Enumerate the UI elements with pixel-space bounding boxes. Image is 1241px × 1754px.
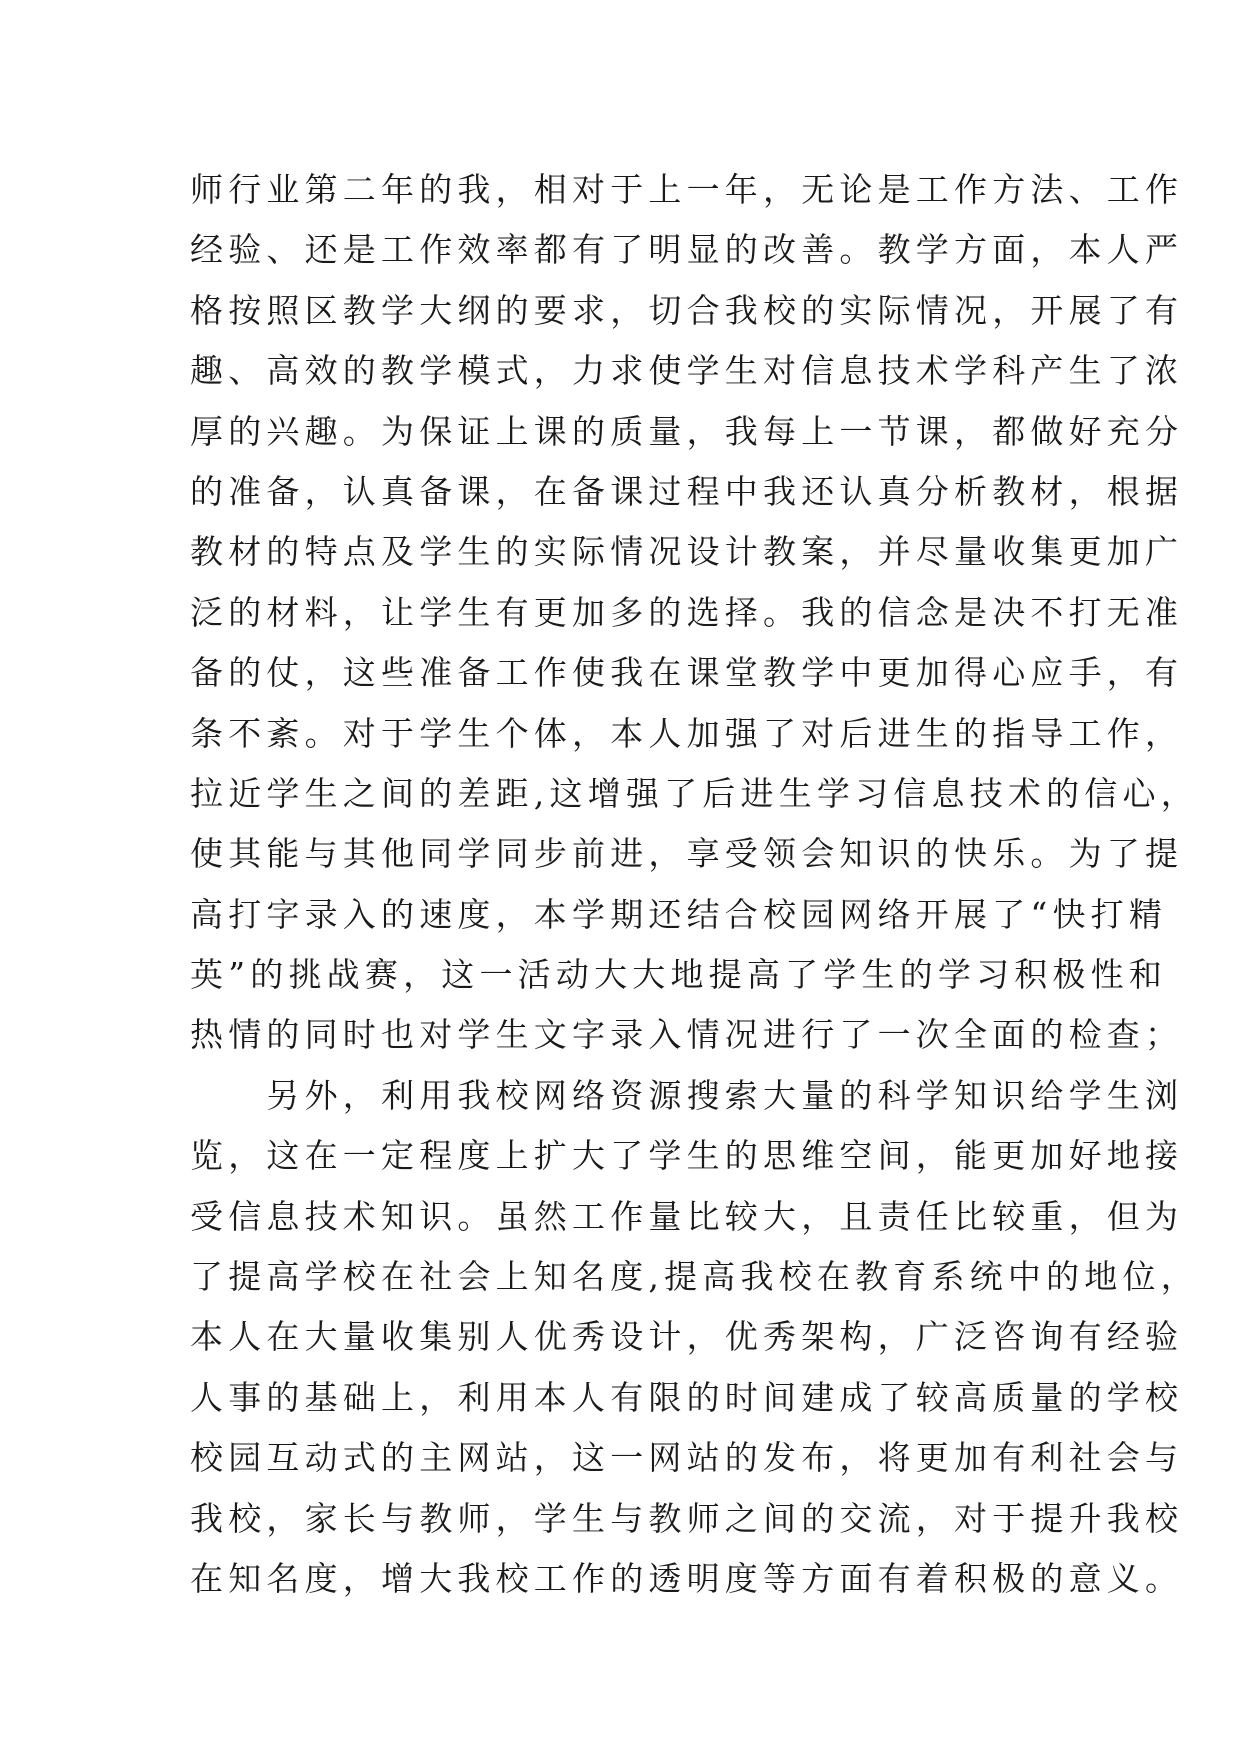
- text-line: 师行业第二年的我，相对于上一年，无论是工作方法、工作: [190, 170, 1184, 209]
- text-line: 格按照区教学大纲的要求，切合我校的实际情况，开展了有: [190, 290, 1184, 330]
- text-line: 条不紊。对于学生个体，本人加强了对后进生的指导工作，: [190, 713, 1184, 753]
- text-line: 备的仗，这些准备工作使我在课堂教学中更加得心应手，有: [190, 653, 1184, 693]
- text-line: 热情的同时也对学生文字录入情况进行了一次全面的检查；: [190, 1015, 1184, 1055]
- text-line: 拉近学生之间的差距,这增强了后进生学习信息技术的信心，: [190, 773, 1199, 813]
- text-line: 经验、还是工作效率都有了明显的改善。教学方面，本人严: [190, 230, 1184, 270]
- text-line: 使其能与其他同学同步前进，享受领会知识的快乐。为了提: [190, 834, 1184, 874]
- body-text: [190, 160, 1199, 1609]
- text-line: 趣、高效的教学模式，力求使学生对信息技术学科产生了浓: [190, 351, 1184, 391]
- text-line: 厚的兴趣。为保证上课的质量，我每上一节课，都做好充分: [190, 411, 1184, 451]
- text-line: 在知名度，增大我校工作的透明度等方面有着积极的意义。: [190, 1558, 1184, 1598]
- text-line: 英”的挑战赛，这一活动大大地提高了学生的学习积极性和: [190, 955, 1168, 995]
- text-line: 校园互动式的主网站，这一网站的发布，将更加有利社会与: [190, 1438, 1184, 1478]
- text-line: 人事的基础上，利用本人有限的时间建成了较高质量的学校: [190, 1377, 1184, 1417]
- text-line: 教材的特点及学生的实际情况设计教案，并尽量收集更加广: [190, 532, 1184, 572]
- text-line: 高打字录入的速度，本学期还结合校园网络开展了“快打精: [190, 894, 1168, 934]
- text-line: 我校，家长与教师，学生与教师之间的交流，对于提升我校: [190, 1498, 1184, 1538]
- text-line: 了提高学校在社会上知名度,提高我校在教育系统中的地位，: [190, 1257, 1199, 1297]
- text-line: 本人在大量收集别人优秀设计，优秀架构，广泛咨询有经验: [190, 1317, 1184, 1357]
- text-line: 览，这在一定程度上扩大了学生的思维空间，能更加好地接: [190, 1136, 1184, 1176]
- text-line: 受信息技术知识。虽然工作量比较大，且责任比较重，但为: [190, 1196, 1184, 1236]
- paragraph-start-line: 另外，利用我校网络资源搜索大量的科学知识给学生浏: [190, 1075, 1184, 1115]
- text-line: 泛的材料，让学生有更加多的选择。我的信念是决不打无准: [190, 592, 1184, 632]
- text-line: 的准备，认真备课，在备课过程中我还认真分析教材，根据: [190, 471, 1184, 511]
